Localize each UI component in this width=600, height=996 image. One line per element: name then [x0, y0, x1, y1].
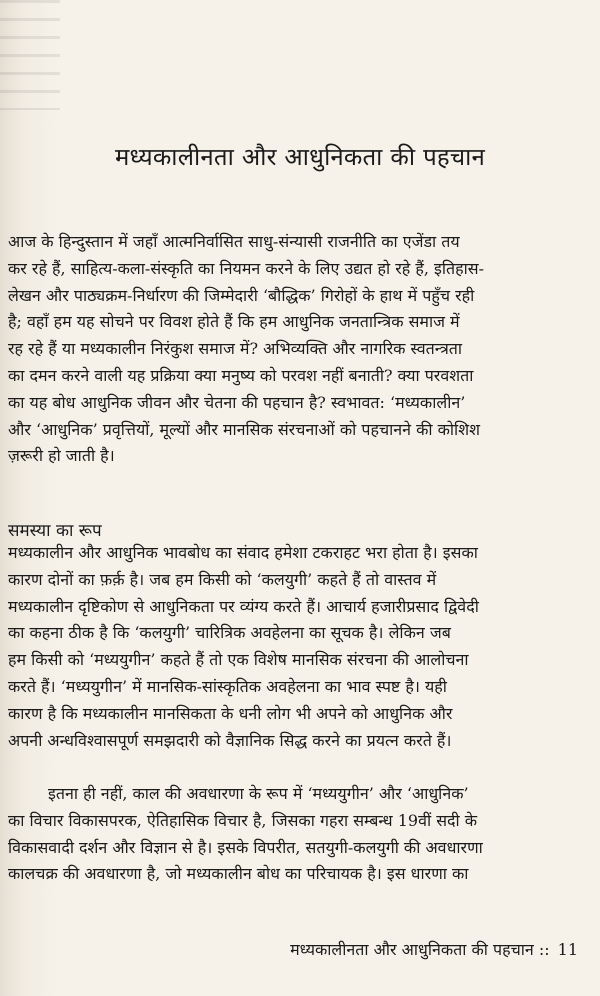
page-number: 11 [557, 940, 578, 959]
text-line: आज के हिन्दुस्तान में जहाँ आत्मनिर्वासित साधु-संन्यासी राजनीति का एजेंडा तय [8, 232, 460, 251]
text-line: करते हैं। ‘मध्ययुगीन’ में मानसिक-सांस्कृतिक अवहेलना का भाव स्पष्ट है। यही [8, 676, 447, 696]
text-line: मध्यकालीन और आधुनिक भावबोध का संवाद हमेशा टकराहट भरा होता है। इसका [8, 543, 478, 562]
text-line: का विचार विकासपरक, ऐतिहासिक विचार है, जिसका गहरा सम्बन्ध 19वीं सदी के [8, 810, 478, 830]
text-line: कारण दोनों का फ़र्क़ है। जब हम किसी को ‘कलयुगी’ कहते हैं तो वास्तव में [8, 569, 437, 589]
text-line: मध्यकालीन दृष्टिकोण से आधुनिकता पर व्यंग्य करते हैं। आचार्य हजारीप्रसाद द्विवेदी [8, 596, 479, 616]
text-line: अपनी अन्धविश्वासपूर्ण समझदारी को वैज्ञानिक सिद्ध करने का प्रयत्न करते हैं। [8, 730, 452, 750]
chapter-title: मध्यकालीनता और आधुनिकता की पहचान [114, 143, 486, 171]
text-line: है; वहाँ हम यह सोचने पर विवश होते हैं कि हम आधुनिक जनतान्त्रिक समाज में [8, 312, 460, 332]
paragraph-1 [8, 229, 584, 470]
paragraph-2 [8, 540, 584, 754]
text-line: का दमन करने वाली यह प्रक्रिया क्या मनुष्य को परवश नहीं बनाती? क्या परवशता [8, 365, 474, 385]
text-line: इतना ही नहीं, काल की अवधारणा के रूप में ‘मध्ययुगीन’ और ‘आधुनिक’ [48, 784, 469, 803]
paragraph-3 [8, 781, 584, 888]
text-line: हम किसी को ‘मध्ययुगीन’ कहते हैं तो एक विशेष मानसिक संरचना की आलोचना [8, 650, 469, 670]
text-line: कारण है कि मध्यकालीन मानसिकता के धनी लोग भी अपने को आधुनिक और [8, 703, 453, 723]
text-line: विकासवादी दर्शन और विज्ञान से है। इसके विपरीत, सतयुगी-कलयुगी की अवधारणा [8, 837, 483, 857]
page-footer [282, 938, 578, 960]
running-title: मध्यकालीनता और आधुनिकता की पहचान :: [290, 940, 550, 959]
text-line: कालचक्र की अवधारणा है, जो मध्यकालीन बोध का परिचायक है। इस धारणा का [8, 864, 469, 884]
text-line: कर रहे हैं, साहित्य-कला-संस्कृति का नियमन करने के लिए उद्यत हो रहे हैं, इतिहास- [8, 258, 485, 278]
text-line: और ‘आधुनिक’ प्रवृत्तियों, मूल्यों और मानसिक संरचनाओं को पहचानने की कोशिश [8, 419, 480, 439]
text-line: लेखन और पाठ्यक्रम-निर्धारण की जिम्मेदारी ‘बौद्धिक’ गिरोहों के हाथ में पहुँच रही [8, 285, 475, 305]
show-through-text [0, 0, 60, 110]
section-heading: समस्या का रूप [8, 521, 102, 541]
text-line: ज़रूरी हो जाती है। [8, 446, 115, 466]
text-line: का यह बोध आधुनिक जीवन और चेतना की पहचान है? स्वभावत: ‘मध्यकालीन’ [8, 392, 466, 412]
text-line: का कहना ठीक है कि ‘कलयुगी’ चारित्रिक अवहेलना का सूचक है। लेकिन जब [8, 623, 451, 643]
text-line: रह रहे हैं या मध्यकालीन निरंकुश समाज में? अभिव्यक्ति और नागरिक स्वतन्त्रता [8, 339, 463, 359]
